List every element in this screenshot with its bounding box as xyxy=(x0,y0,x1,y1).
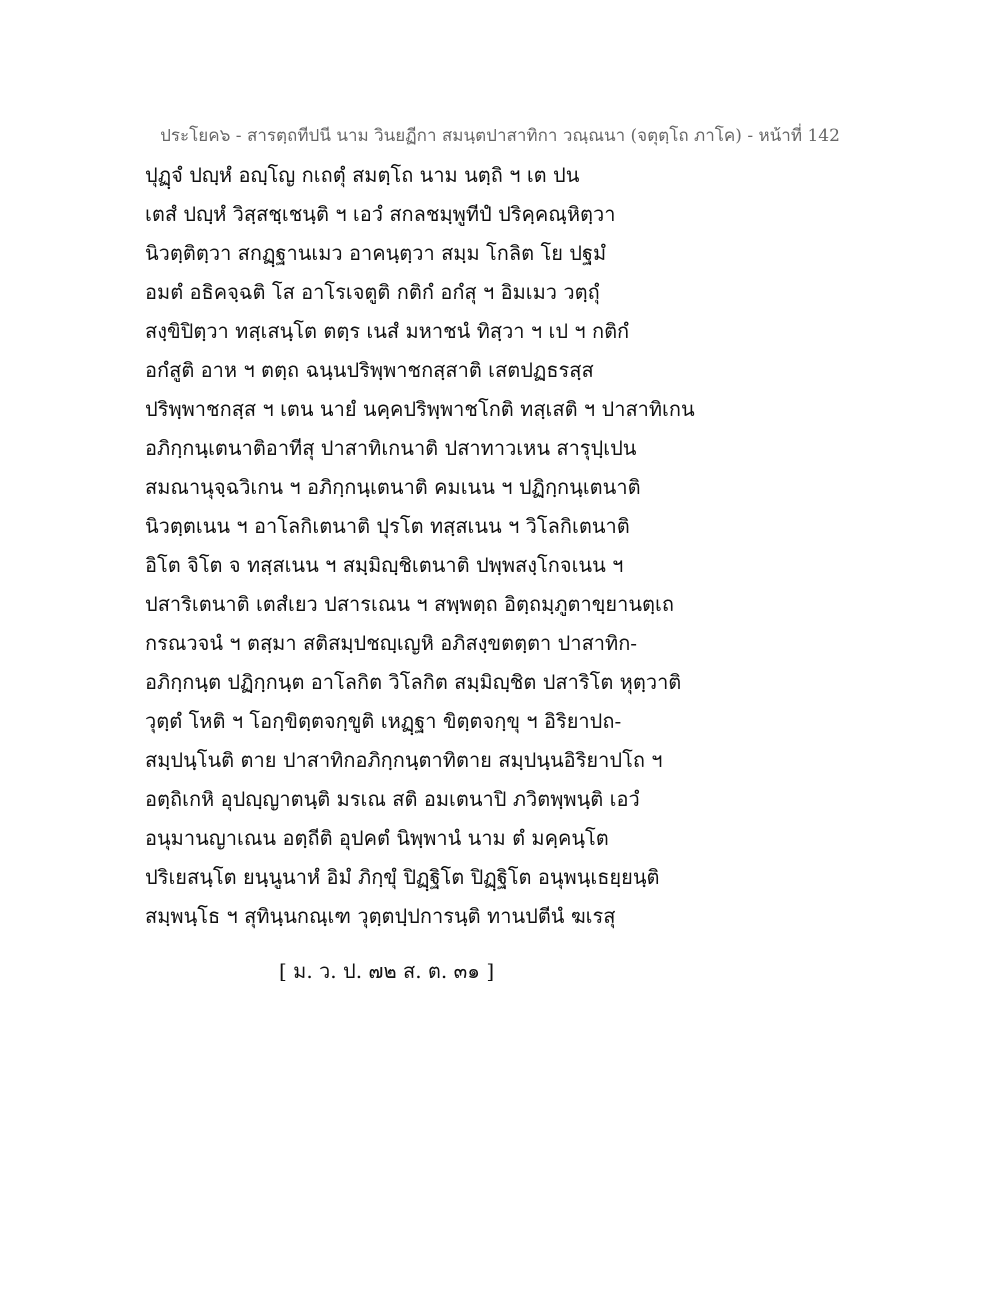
text-line: อตฺถิเกหิ อุปญฺญาตนฺติ มรเณ สติ อมเตนาปิ ภวิตพฺพนฺติ เอวํ xyxy=(145,787,640,811)
text-line: สมฺพนฺโธ ฯ สุทินฺนกณฺเฑ วุตฺตปฺปการนฺติ ทานปตีนํ ฆเรสุ xyxy=(145,904,616,928)
text-line: อกํสูติ อาห ฯ ตตฺถ ฉนฺนปริพฺพาชกสฺสาติ เสตปฏธรสฺส xyxy=(145,358,594,382)
text-line: สมฺปนฺโนติ ตาย ปาสาทิกอภิกฺกนฺตาทิตาย สมฺปนฺนอิริยาปโถ ฯ xyxy=(145,748,663,772)
text-line: ปริพฺพาชกสฺส ฯ เตน นายํ นคฺคปริพฺพาชโกติ ทสฺเสติ ฯ ปาสาทิเกน xyxy=(145,397,695,421)
source-reference: [ ม. ว. ป. ๗๒ ส. ต. ๓๑ ] xyxy=(279,959,495,983)
text-line: อมตํ อธิคจฺฉติ โส อาโรเจตูติ กติกํ อกํสุ ฯ อิมเมว วตฺถุํ xyxy=(145,280,600,304)
text-line: อิโต จิโต จ ทสฺสเนน ฯ สมฺมิญฺชิเตนาติ ปพฺพสงฺโกจเนน ฯ xyxy=(145,553,624,577)
text-line: ปริเยสนฺโต ยนฺนูนาหํ อิมํ ภิกฺขุํ ปิฏฺฐิโต ปิฏฺฐิโต อนุพนฺเธยฺยนฺติ xyxy=(145,865,660,889)
text-line: สมณานุจฺฉวิเกน ฯ อภิกฺกนฺเตนาติ คมเนน ฯ ปฏิกฺกนฺเตนาติ xyxy=(145,475,641,499)
text-line: ปสาริเตนาติ เตสํเยว ปสารเณน ฯ สพฺพตฺถ อิตฺถมฺภูตาขฺยานตฺเถ xyxy=(145,592,674,616)
text-line: อนุมานญาเณน อตฺถีติ อุปคตํ นิพฺพานํ นาม ตํ มคฺคนฺโต xyxy=(145,826,609,850)
text-line: นิวตฺตเนน ฯ อาโลกิเตนาติ ปุรโต ทสฺสเนน ฯ วิโลกิเตนาติ xyxy=(145,514,630,538)
text-line: เตสํ ปญฺหํ วิสฺสชฺเชนฺติ ฯ เอวํ สกลชมฺพูทีปํ ปริคฺคณฺหิตฺวา xyxy=(145,202,616,226)
text-line: วุตฺตํ โหติ ฯ โอกฺขิตฺตจกฺขูติ เหฏฺฐา ขิตฺตจกฺขุ ฯ อิริยาปถ- xyxy=(145,709,622,733)
text-line: สงฺขิปิตฺวา ทสฺเสนฺโต ตตฺร เนสํ มหาชนํ ทิสฺวา ฯ เป ฯ กติกํ xyxy=(145,319,630,343)
body-text xyxy=(145,160,745,940)
text-line: อภิกฺกนฺต ปฏิกฺกนฺต อาโลกิต วิโลกิต สมฺมิญฺชิต ปสาริโต หุตฺวาติ xyxy=(145,670,682,694)
page-header: ประโยค๖ - สารตฺถทีปนี นาม วินยฏีกา สมนฺตปาสาทิกา วณฺณนา (จตุตฺโถ ภาโค) - หน้าที่ 142 xyxy=(160,126,840,146)
text-line: ปุฏฺจํ ปญฺหํ อญฺโญ กเถตุํ สมตฺโถ นาม นตฺถิ ฯ เต ปน xyxy=(145,163,580,187)
text-line: กรณวจนํ ฯ ตสฺมา สติสมฺปชญฺเญหิ อภิสงฺขตตฺตา ปาสาทิก- xyxy=(145,631,638,655)
text-line: นิวตฺติตฺวา สกฏฺฐานเมว อาคนฺตฺวา สมฺม โกลิต โย ปฐมํ xyxy=(145,241,607,265)
text-line: อภิกฺกนฺเตนาติอาทีสุ ปาสาทิเกนาติ ปสาทาวเหน สารุปฺเปน xyxy=(145,436,637,460)
